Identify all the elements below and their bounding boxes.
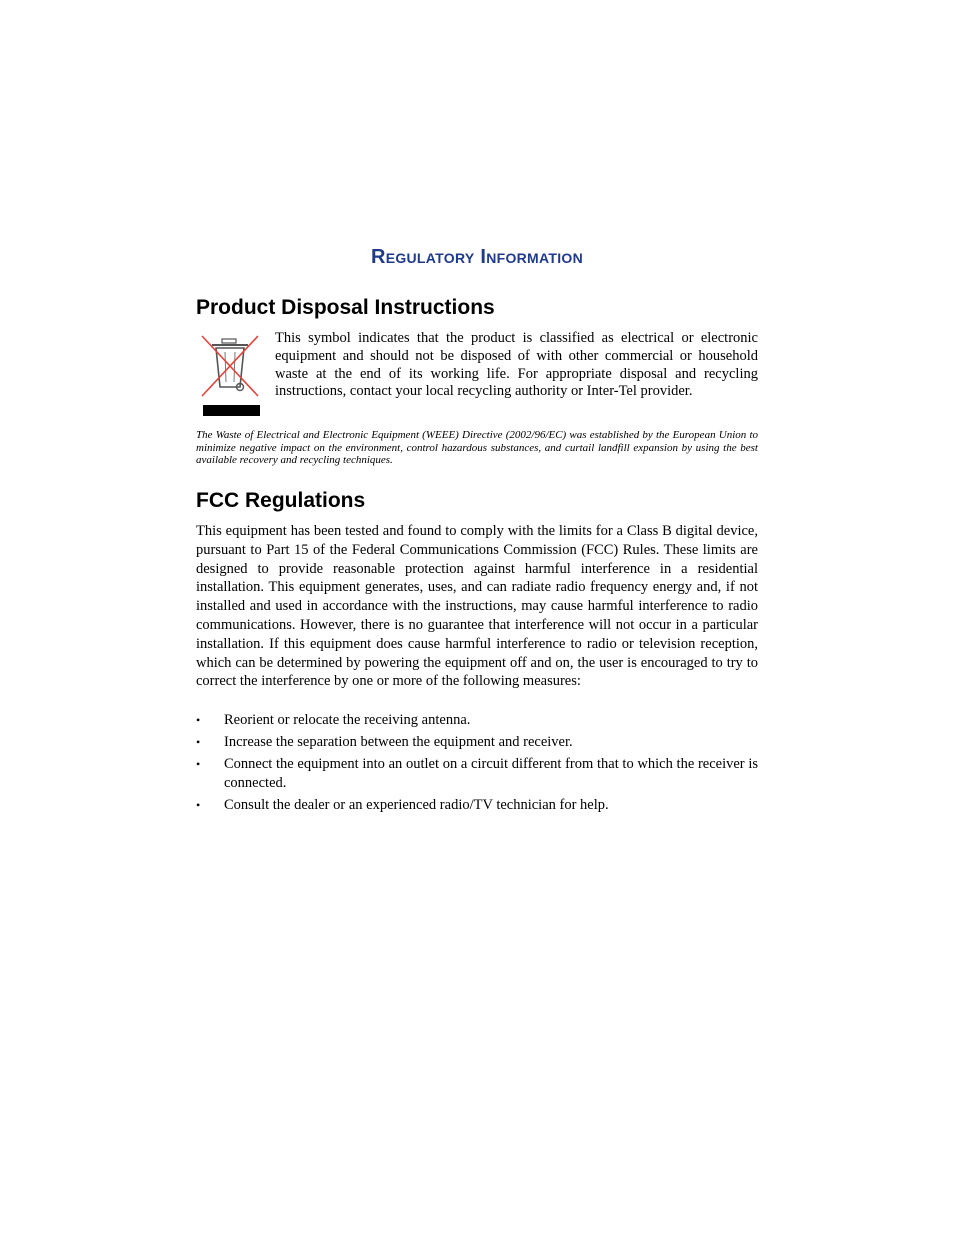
- bullet-icon: •: [196, 756, 201, 771]
- fcc-heading: FCC Regulations: [196, 489, 366, 512]
- disposal-heading: Product Disposal Instructions: [196, 296, 495, 319]
- bullet-icon: •: [196, 797, 201, 812]
- fcc-measures-list: [196, 711, 758, 818]
- list-item-text: Reorient or relocate the receiving antenna.: [224, 712, 471, 728]
- bullet-icon: •: [196, 734, 201, 749]
- fcc-paragraph: This equipment has been tested and found to comply with the limits for a Class B digital device, pursuant to Part 15 of the Federal Communications Commission (FCC) Rules. These limits are designed to provide reasonable protection against harmful interference in a residential installation. This equipment generates, uses, and can radiate radio frequency energy and, if not installed and used in accordance with the instructions, may cause harmful interference to radio communications. However, there is no guarantee that interference will not occur in a particular installation. If this equipment does cause harmful interference to radio or television reception, which can be determined by powering the equipment off and on, the user is encouraged to try to correct the interference by one or more of the following measures:: [196, 523, 758, 690]
- list-item-text: Consult the dealer or an experienced radio/TV technician for help.: [224, 796, 609, 813]
- weee-crossed-bin-icon: [198, 332, 262, 418]
- weee-directive-note: The Waste of Electrical and Electronic Equipment (WEEE) Directive (2002/96/EC) was established by the European Union to minimize negative impact on the environment, control hazardous substances, and curtail landfill expansion by using the best available recovery and recycling techniques.: [196, 429, 758, 467]
- list-item: [196, 796, 758, 815]
- page-title: Regulatory Information: [370, 246, 584, 268]
- list-item: [196, 733, 758, 752]
- bullet-icon: •: [196, 713, 201, 727]
- list-item-text: Connect the equipment into an outlet on a circuit different from that to which the receiver is connected.: [224, 755, 758, 791]
- list-item-text: Increase the separation between the equipment and receiver.: [224, 733, 573, 750]
- disposal-paragraph: This symbol indicates that the product is classified as electrical or electronic equipment and should not be disposed of with other commercial or household waste at the end of its working life. For appropriate disposal and recycling instructions, contact your local recycling authority or Inter-Tel provider.: [275, 330, 758, 400]
- list-item: [196, 755, 758, 793]
- list-item: [196, 711, 758, 730]
